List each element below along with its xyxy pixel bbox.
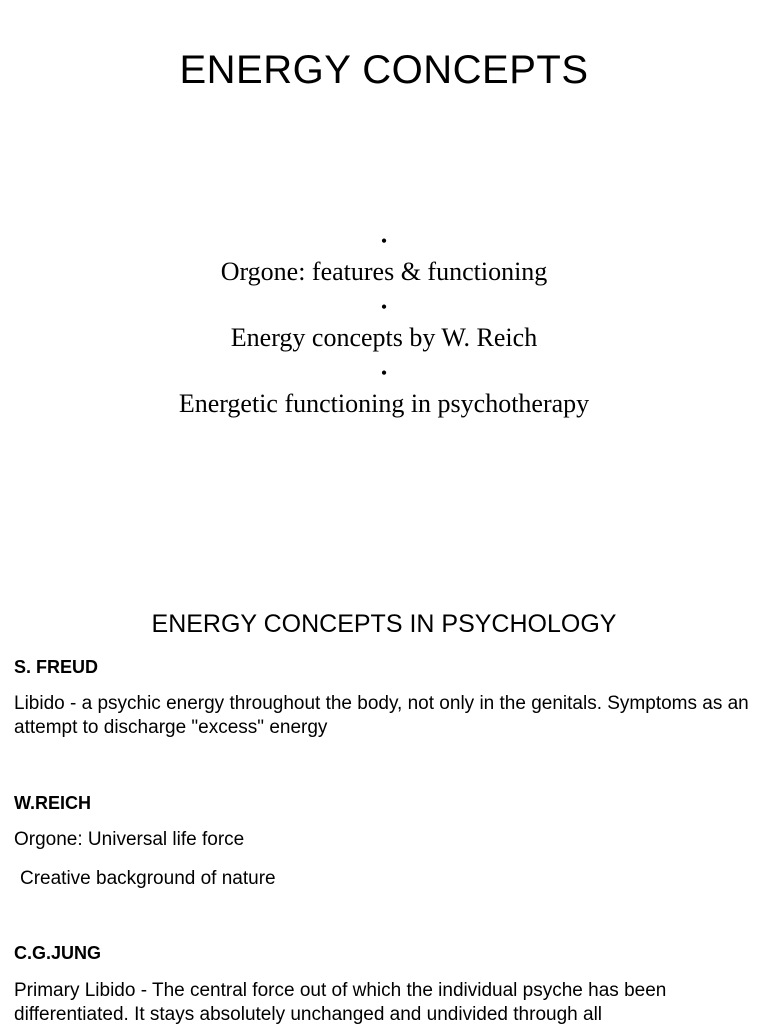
- jung-description: Primary Libido - The central force out of which the individual psyche has been differentiated. It stays absolutely unchanged and undivided through all: [14, 980, 667, 1025]
- agenda-list: [0, 230, 768, 428]
- jung-heading: C.G.JUNG: [14, 943, 102, 963]
- freud-heading: S. FREUD: [14, 657, 99, 677]
- reich-description-orgone: Orgone: Universal life force: [14, 829, 245, 850]
- agenda-item-reich: Energy concepts by W. Reich: [230, 323, 538, 352]
- page-title: ENERGY CONCEPTS: [179, 48, 589, 92]
- freud-description: Libido - a psychic energy throughout the body, not only in the genitals. Symptoms as an attempt to discharge "excess" energy: [14, 693, 749, 738]
- agenda-item-psychotherapy: Energetic functioning in psychotherapy: [178, 389, 590, 418]
- reich-description-creative: Creative background of nature: [20, 868, 276, 889]
- reich-heading: W.REICH: [14, 793, 92, 813]
- section-title: ENERGY CONCEPTS IN PSYCHOLOGY: [151, 610, 617, 638]
- bullet-icon: •: [380, 297, 388, 317]
- bullet-icon: •: [380, 231, 388, 251]
- bullet-icon: •: [380, 363, 388, 383]
- agenda-item-orgone: Orgone: features & functioning: [220, 257, 548, 286]
